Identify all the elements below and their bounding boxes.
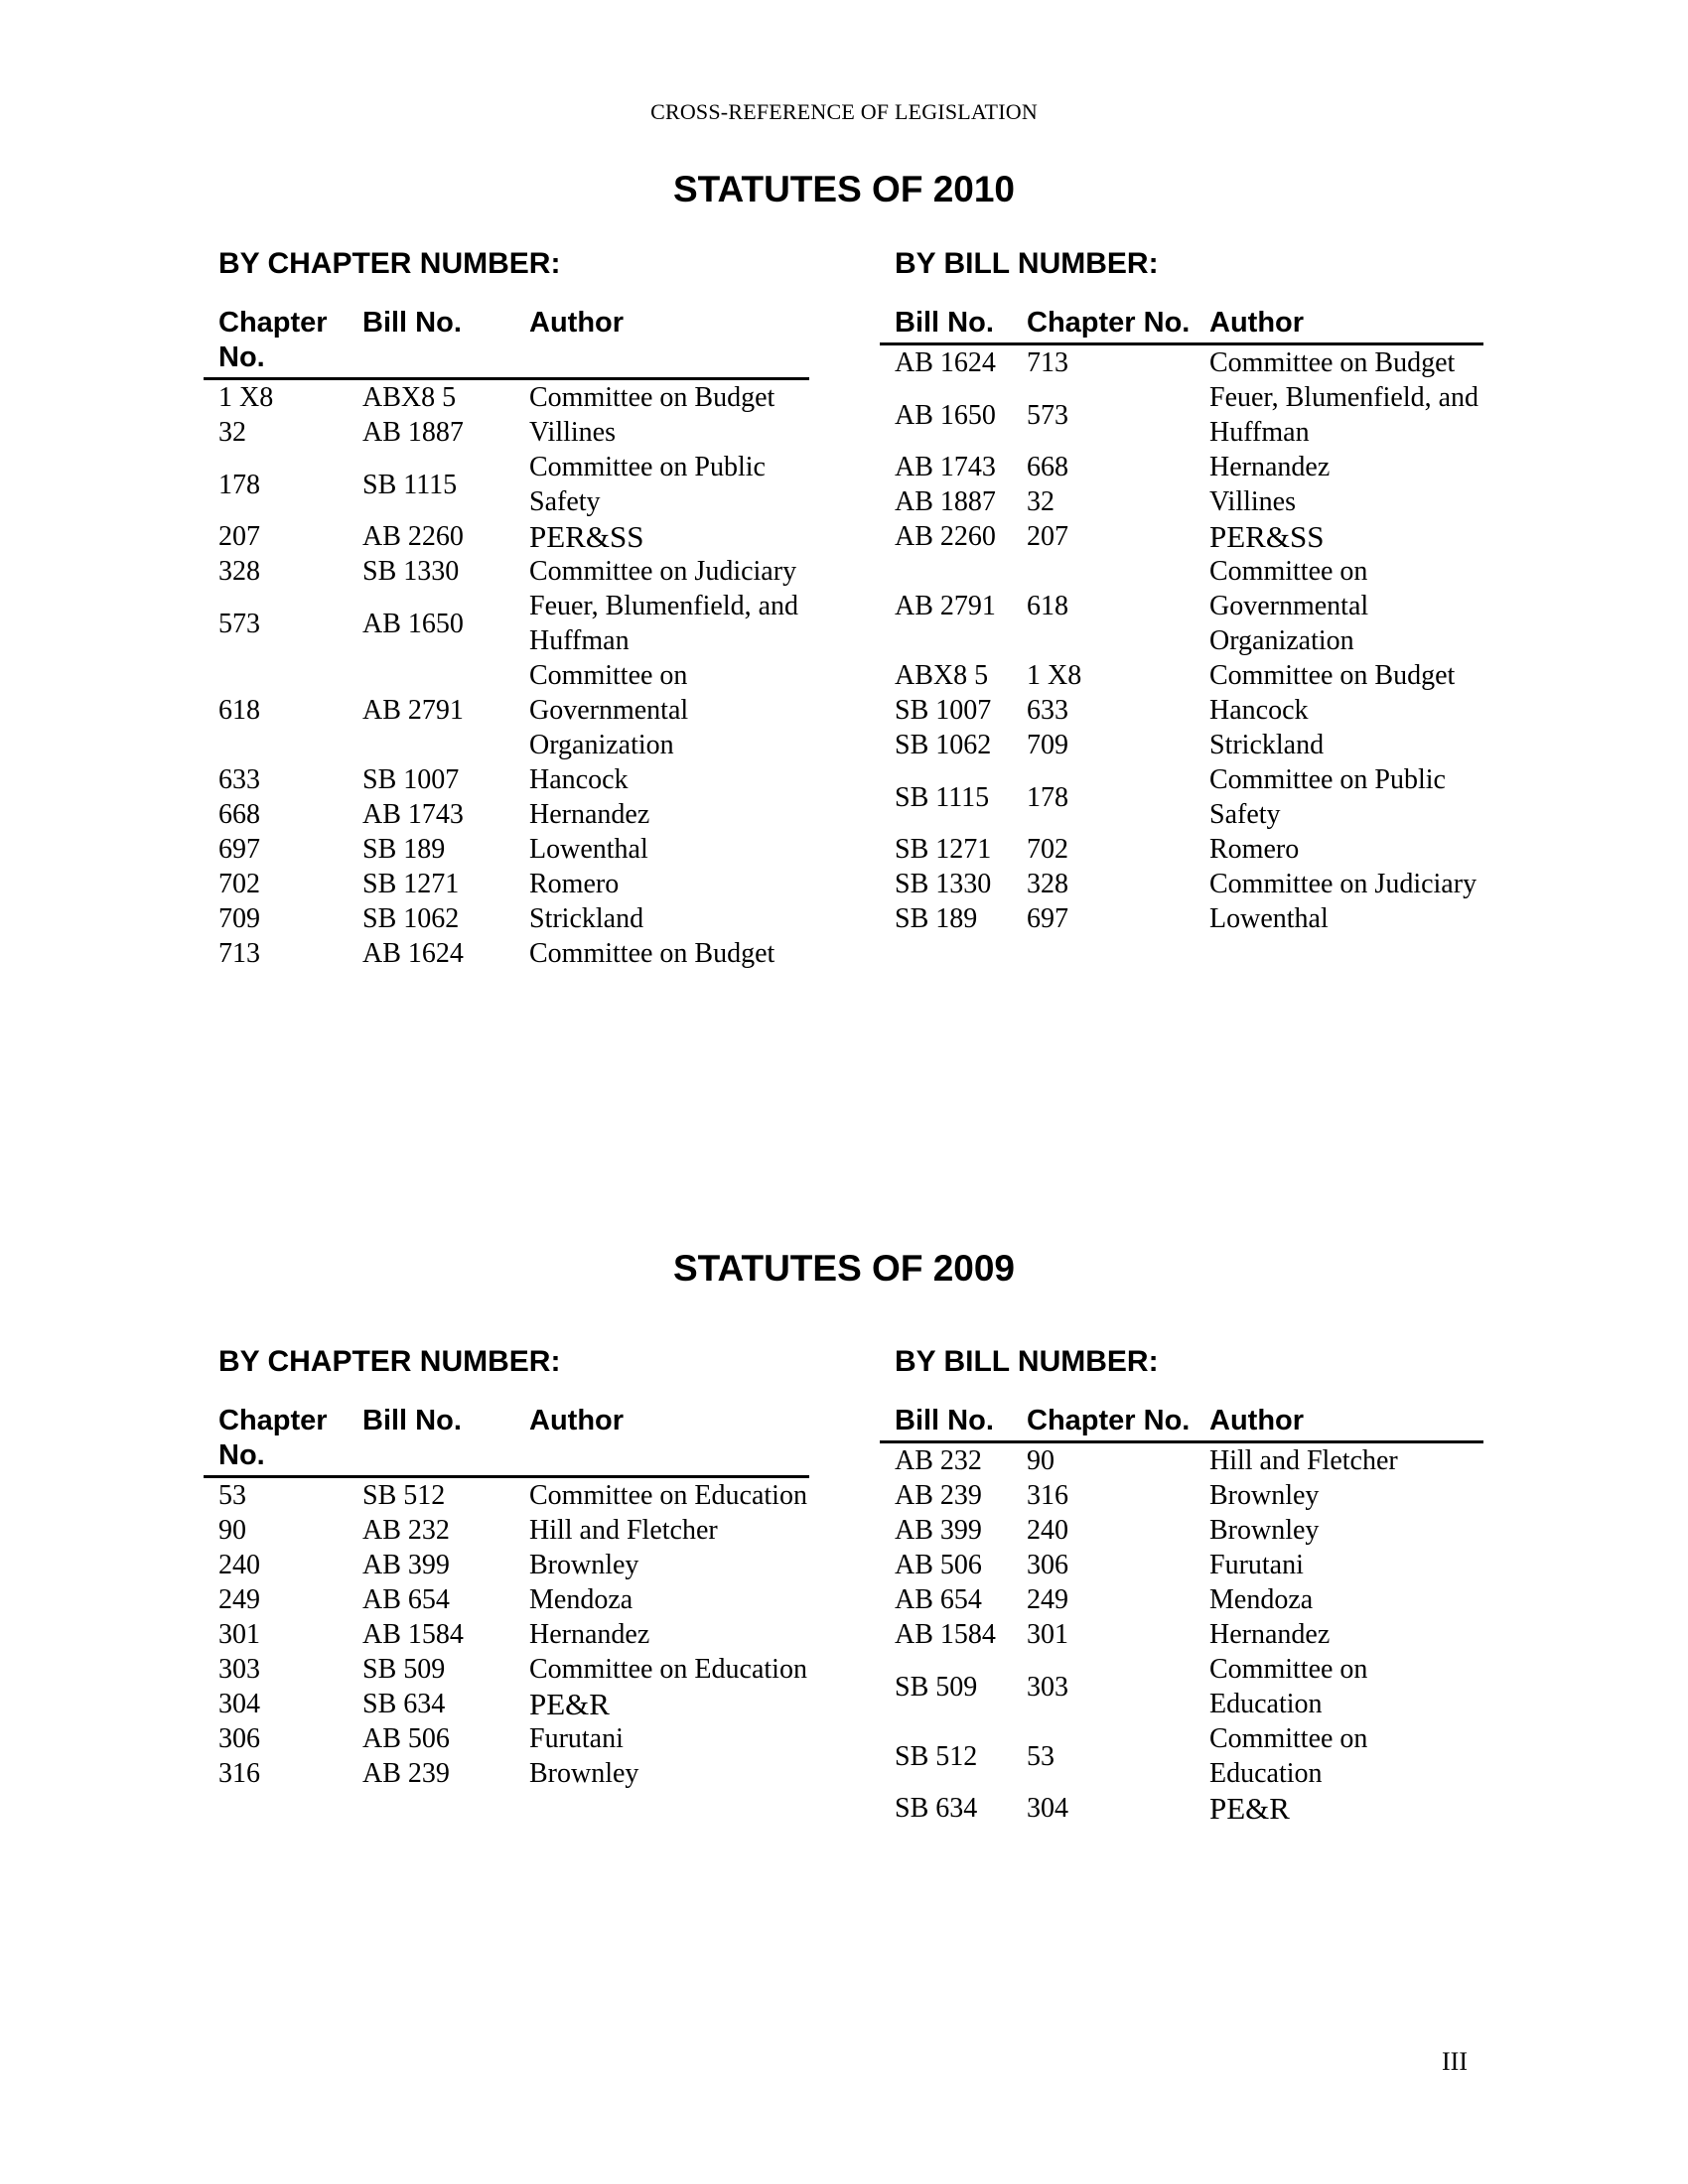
table-row (880, 901, 1483, 936)
table-cell-col1: AB 1887 (895, 486, 996, 517)
table-cell-author: Romero (1209, 834, 1300, 865)
table-cell-col1: SB 512 (895, 1740, 978, 1772)
table-cell-col1: SB 634 (895, 1793, 978, 1824)
table-row (204, 519, 809, 554)
table-cell-col1: 304 (218, 1689, 260, 1719)
table-row (880, 345, 1483, 380)
table-cell-col2: SB 1062 (362, 903, 460, 934)
table-cell-col1: 178 (218, 469, 260, 500)
table-cell-author: PE&R (529, 1687, 610, 1721)
table-cell-author: Committee on Budget (1209, 347, 1456, 378)
header-chapter-no: Chapter No. (218, 1405, 328, 1471)
table-cell-col1: 90 (218, 1515, 246, 1546)
table-row (204, 415, 809, 450)
table-cell-author: Committee on Budget (529, 938, 775, 969)
table-cell-col2: AB 1743 (362, 799, 464, 830)
table-cell-col1: AB 239 (895, 1480, 982, 1511)
table-cell-col2: 697 (1027, 903, 1068, 934)
table-cell-author: Mendoza (1209, 1584, 1314, 1615)
table-body (880, 345, 1483, 936)
table-cell-col2: 618 (1027, 591, 1068, 621)
table-cell-col1: 240 (218, 1550, 260, 1580)
table-row (880, 380, 1483, 450)
table-cell-col1: 249 (218, 1584, 260, 1615)
table-cell-col1: 316 (218, 1758, 260, 1789)
table-row (880, 658, 1483, 693)
page-number: III (1442, 2047, 1468, 2076)
table-cell-col1: AB 1650 (895, 399, 996, 431)
table-cell-author: Strickland (529, 903, 644, 934)
table-cell-author: Brownley (1209, 1480, 1320, 1511)
table-2010-by-bill (880, 244, 1483, 936)
table-cell-col1: AB 506 (895, 1550, 982, 1580)
table-cell-col2: 207 (1027, 521, 1068, 552)
table-cell-col1: AB 654 (895, 1584, 982, 1615)
table-cell-col1: 573 (218, 608, 260, 639)
table-title: BY CHAPTER NUMBER: (218, 1345, 561, 1378)
header-author: Author (1209, 307, 1305, 339)
table-cell-col2: SB 189 (362, 834, 446, 865)
table-cell-col2: AB 506 (362, 1723, 450, 1754)
table-cell-author: Hancock (529, 764, 629, 795)
table-cell-col2: SB 1271 (362, 869, 460, 899)
table-cell-col1: 301 (218, 1619, 260, 1650)
table-cell-col2: 53 (1027, 1740, 1055, 1772)
table-cell-author: Hill and Fletcher (529, 1515, 718, 1546)
table-row (204, 380, 809, 415)
table-cell-col1: 702 (218, 869, 260, 899)
table-cell-col2: 1 X8 (1027, 660, 1082, 691)
table-cell-col1: 709 (218, 903, 260, 934)
table-cell-col1: SB 1062 (895, 730, 992, 760)
table-cell-author: Villines (529, 417, 616, 448)
table-cell-col1: AB 232 (895, 1445, 982, 1476)
header-author: Author (529, 307, 625, 339)
header-chapter-no: Chapter No. (1027, 1405, 1191, 1436)
table-cell-col1: 328 (218, 556, 260, 587)
table-cell-author: Committee on Budget (529, 382, 775, 413)
table-cell-col1: 668 (218, 799, 260, 830)
table-row (204, 1756, 809, 1791)
table-row (880, 762, 1483, 832)
table-cell-author: Hernandez (529, 1619, 650, 1650)
table-cell-author: Committee on Education (1209, 1654, 1368, 1719)
table-cell-col1: SB 1271 (895, 834, 992, 865)
table-row (880, 450, 1483, 484)
table-cell-col2: AB 1887 (362, 417, 464, 448)
table-row (880, 1721, 1483, 1791)
table-cell-col2: 702 (1027, 834, 1068, 865)
table-cell-author: Brownley (1209, 1515, 1320, 1546)
section-title-2010: STATUTES OF 2010 (672, 169, 1016, 209)
table-cell-author: Hernandez (1209, 452, 1331, 482)
table-cell-col2: 668 (1027, 452, 1068, 482)
table-cell-col2: SB 512 (362, 1480, 446, 1511)
table-row (880, 1617, 1483, 1652)
table-row (204, 554, 809, 589)
table-cell-col2: SB 1115 (362, 469, 458, 500)
table-cell-col2: 178 (1027, 781, 1068, 813)
table-cell-col1: 303 (218, 1654, 260, 1685)
table-cell-col1: AB 1584 (895, 1619, 996, 1650)
table-row (204, 1617, 809, 1652)
table-row (204, 658, 809, 762)
table-row (204, 1687, 809, 1721)
table-cell-col1: AB 399 (895, 1515, 982, 1546)
table-cell-author: Committee on Public Safety (529, 452, 766, 517)
table-cell-col2: AB 2791 (362, 695, 464, 726)
table-cell-col2: AB 239 (362, 1758, 450, 1789)
table-cell-author: Hernandez (1209, 1619, 1331, 1650)
table-cell-author: Furutani (529, 1723, 624, 1754)
table-row (880, 1582, 1483, 1617)
table-cell-author: Feuer, Blumenfield, and Huffman (1209, 382, 1479, 448)
header-bill-no: Bill No. (362, 1405, 462, 1436)
table-cell-col1: 618 (218, 695, 260, 726)
table-title: BY CHAPTER NUMBER: (218, 247, 561, 280)
table-body (204, 380, 809, 971)
table-row (880, 1513, 1483, 1548)
table-cell-author: Furutani (1209, 1550, 1304, 1580)
table-header (204, 1404, 809, 1478)
table-cell-col2: AB 1624 (362, 938, 464, 969)
header-bill-no: Bill No. (895, 307, 994, 339)
table-row (880, 519, 1483, 554)
table-cell-col2: SB 634 (362, 1689, 446, 1719)
table-cell-author: Strickland (1209, 730, 1325, 760)
table-2009-by-bill (880, 1342, 1483, 1826)
table-cell-col1: AB 1743 (895, 452, 996, 482)
table-cell-author: Hancock (1209, 695, 1309, 726)
table-row (204, 1721, 809, 1756)
table-cell-col1: AB 2791 (895, 591, 996, 621)
table-cell-col2: 240 (1027, 1515, 1068, 1546)
table-cell-author: Mendoza (529, 1584, 633, 1615)
table-cell-col2: SB 1330 (362, 556, 460, 587)
table-cell-col2: 301 (1027, 1619, 1068, 1650)
table-row (204, 450, 809, 519)
table-cell-col2: AB 654 (362, 1584, 450, 1615)
table-cell-col1: SB 189 (895, 903, 978, 934)
table-cell-col1: SB 1330 (895, 869, 992, 899)
table-cell-col1: 713 (218, 938, 260, 969)
table-cell-col2: SB 509 (362, 1654, 446, 1685)
table-row (204, 797, 809, 832)
table-cell-author: Committee on Public Safety (1209, 764, 1446, 830)
table-row (204, 1582, 809, 1617)
table-cell-author: Committee on Education (529, 1654, 807, 1685)
table-cell-col1: ABX8 5 (895, 660, 989, 691)
running-head: CROSS-REFERENCE OF LEGISLATION (650, 99, 1038, 124)
table-row (880, 728, 1483, 762)
table-cell-col1: 1 X8 (218, 382, 274, 413)
table-cell-author: Lowenthal (529, 834, 648, 865)
table-cell-col2: 316 (1027, 1480, 1068, 1511)
table-cell-col1: SB 509 (895, 1671, 978, 1703)
table-row (880, 693, 1483, 728)
table-row (880, 1443, 1483, 1478)
table-cell-col1: 633 (218, 764, 260, 795)
table-row (880, 1548, 1483, 1582)
table-cell-col2: 328 (1027, 869, 1068, 899)
table-cell-author: Committee on Education (529, 1480, 807, 1511)
header-bill-no: Bill No. (895, 1405, 994, 1436)
table-cell-col2: 303 (1027, 1671, 1068, 1703)
table-cell-col1: 53 (218, 1480, 246, 1511)
table-cell-col2: 304 (1027, 1793, 1068, 1824)
table-cell-author: PE&R (1209, 1791, 1290, 1826)
table-cell-col2: AB 1650 (362, 608, 464, 639)
table-cell-col1: 306 (218, 1723, 260, 1754)
table-cell-col1: SB 1007 (895, 695, 992, 726)
table-header (880, 1404, 1483, 1443)
table-header (204, 306, 809, 380)
table-title: BY BILL NUMBER: (895, 247, 1159, 280)
table-cell-author: Committee on Judiciary (529, 556, 797, 587)
table-cell-author: Feuer, Blumenfield, and Huffman (529, 591, 799, 656)
table-cell-col2: 90 (1027, 1445, 1055, 1476)
table-2009-by-chapter (204, 1342, 809, 1791)
table-cell-col2: AB 2260 (362, 521, 464, 552)
table-row (204, 901, 809, 936)
table-row (204, 589, 809, 658)
header-bill-no: Bill No. (362, 307, 462, 339)
table-cell-col1: SB 1115 (895, 781, 990, 813)
section-title-2009: STATUTES OF 2009 (672, 1248, 1016, 1289)
table-cell-col1: 32 (218, 417, 246, 448)
table-title: BY BILL NUMBER: (895, 1345, 1159, 1378)
table-cell-col2: 633 (1027, 695, 1068, 726)
table-cell-col2: SB 1007 (362, 764, 460, 795)
table-cell-author: Villines (1209, 486, 1296, 517)
table-cell-author: Romero (529, 869, 620, 899)
table-cell-author: Committee on Budget (1209, 660, 1456, 691)
header-author: Author (529, 1405, 625, 1436)
table-cell-col2: AB 399 (362, 1550, 450, 1580)
table-row (204, 1548, 809, 1582)
table-row (204, 867, 809, 901)
table-cell-col1: AB 2260 (895, 521, 996, 552)
table-cell-author: Brownley (529, 1758, 639, 1789)
table-cell-col2: ABX8 5 (362, 382, 457, 413)
header-chapter-no: Chapter No. (1027, 307, 1191, 339)
table-row (880, 867, 1483, 901)
table-row (204, 936, 809, 971)
table-cell-col2: 573 (1027, 399, 1068, 431)
table-cell-author: Committee on Governmental Organization (529, 660, 689, 760)
table-row (880, 1478, 1483, 1513)
table-row (880, 1652, 1483, 1721)
table-cell-author: Committee on Governmental Organization (1209, 556, 1369, 656)
table-row (880, 832, 1483, 867)
table-2010-by-chapter (204, 244, 809, 971)
table-cell-author: PER&SS (529, 519, 644, 554)
table-row (204, 762, 809, 797)
table-cell-author: Hill and Fletcher (1209, 1445, 1398, 1476)
header-author: Author (1209, 1405, 1305, 1436)
table-row (880, 554, 1483, 658)
table-row (880, 1791, 1483, 1826)
table-row (204, 1513, 809, 1548)
table-cell-col2: 713 (1027, 347, 1068, 378)
table-row (204, 1478, 809, 1513)
table-row (204, 1652, 809, 1687)
table-cell-col2: 249 (1027, 1584, 1068, 1615)
table-row (880, 484, 1483, 519)
table-cell-author: Committee on Judiciary (1209, 869, 1477, 899)
table-cell-col2: AB 1584 (362, 1619, 464, 1650)
header-chapter-no: Chapter No. (218, 307, 328, 373)
table-cell-author: Committee on Education (1209, 1723, 1368, 1789)
table-body (204, 1478, 809, 1791)
table-cell-author: Brownley (529, 1550, 639, 1580)
table-cell-col1: 207 (218, 521, 260, 552)
table-cell-col2: 709 (1027, 730, 1068, 760)
table-cell-author: Hernandez (529, 799, 650, 830)
table-body (880, 1443, 1483, 1826)
table-cell-col1: AB 1624 (895, 347, 996, 378)
table-cell-col2: 306 (1027, 1550, 1068, 1580)
table-cell-col2: AB 232 (362, 1515, 450, 1546)
table-cell-col2: 32 (1027, 486, 1055, 517)
table-cell-author: PER&SS (1209, 519, 1325, 554)
table-header (880, 306, 1483, 345)
table-row (204, 832, 809, 867)
table-cell-col1: 697 (218, 834, 260, 865)
table-cell-author: Lowenthal (1209, 903, 1329, 934)
